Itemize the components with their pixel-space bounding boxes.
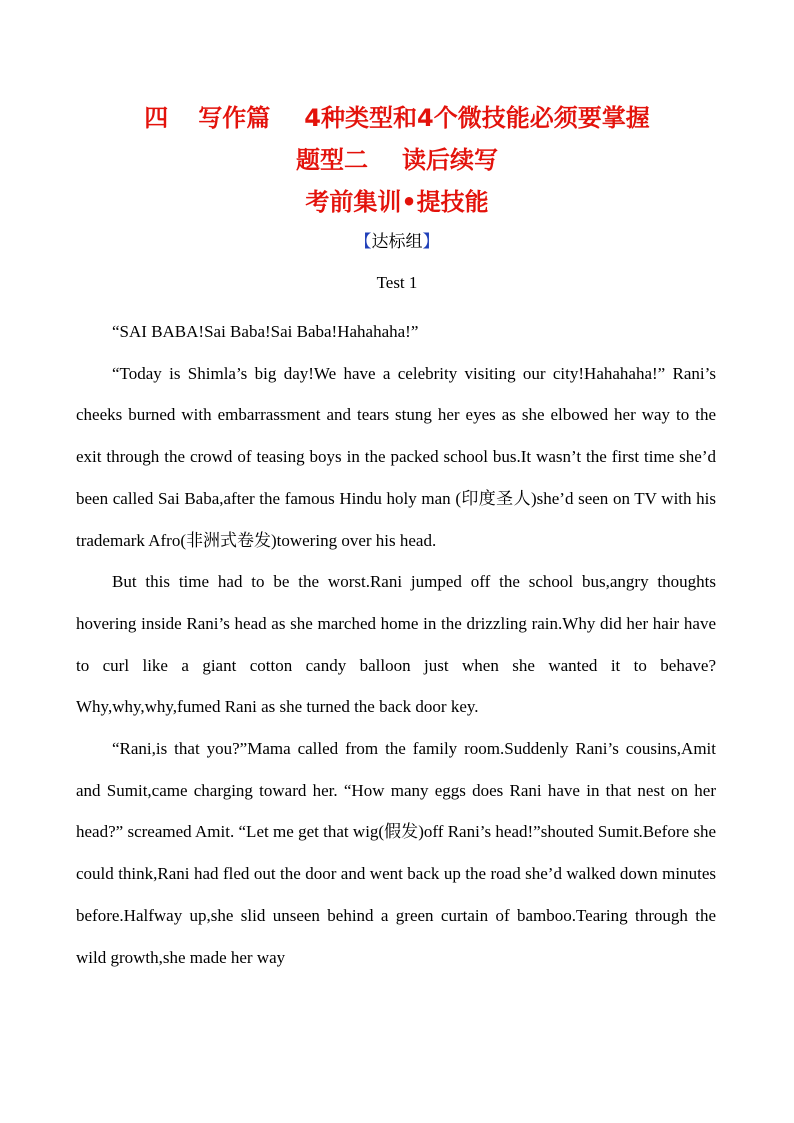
group-label	[0, 229, 794, 255]
title-question-type: 题型二	[296, 146, 368, 174]
title-section-number: 四	[144, 104, 169, 132]
reading-passage	[76, 311, 716, 978]
page-title-line-2	[0, 145, 794, 175]
title-section-name: 写作篇	[198, 104, 271, 132]
test-label: Test 1	[376, 273, 418, 292]
passage-paragraph-2: “Today is Shimla’s big day!We have a celebrity visiting our city!Hahahaha!” Rani’s cheeks burned with embarrassment and tears stung her eyes as she elbowed her way to the exit through the crowd of teasing boys in the packed school bus.It wasn’t the first time she’d been called Sai Baba,after the famous Hindu holy man (印度圣人)she’d seen on TV with his trademark Afro(非洲式卷发)towering over his head.	[76, 363, 716, 550]
group-label-text: 达标组	[371, 232, 423, 252]
title-question-name: 读后续写	[402, 146, 498, 174]
group-label-open-bracket: 【	[354, 232, 372, 252]
passage-paragraph-4: “Rani,is that you?”Mama called from the family room.Suddenly Rani’s cousins,Amit and Sumit,came charging toward her. “How many eggs does Rani have in that nest on her head?” screamed Amit. “Let me get that wig(假发)off Rani’s head!”shouted Sumit.Before she could think,Rani had fled out the door and went back up the road she’d walked down minutes before.Halfway up,she slid unseen behind a green curtain of bamboo.Tearing through the wild growth,she made her way	[76, 739, 716, 967]
passage-paragraph-1: “SAI BABA!Sai Baba!Sai Baba!Hahahaha!”	[112, 322, 419, 341]
page-title-line-3: 考前集训•提技能	[305, 188, 489, 216]
title-section-subtitle: 4种类型和4个微技能必须要掌握	[304, 104, 650, 132]
group-label-close-bracket: 】	[422, 232, 440, 252]
passage-paragraph-3: But this time had to be the worst.Rani jumped off the school bus,angry thoughts hovering inside Rani’s head as she marched home in the drizzling rain.Why did her hair have to curl like a giant cotton candy balloon just when she wanted it to behave?Why,why,why,fumed Rani as she turned the back door key.	[76, 572, 716, 717]
page-title-line-1	[0, 103, 794, 133]
